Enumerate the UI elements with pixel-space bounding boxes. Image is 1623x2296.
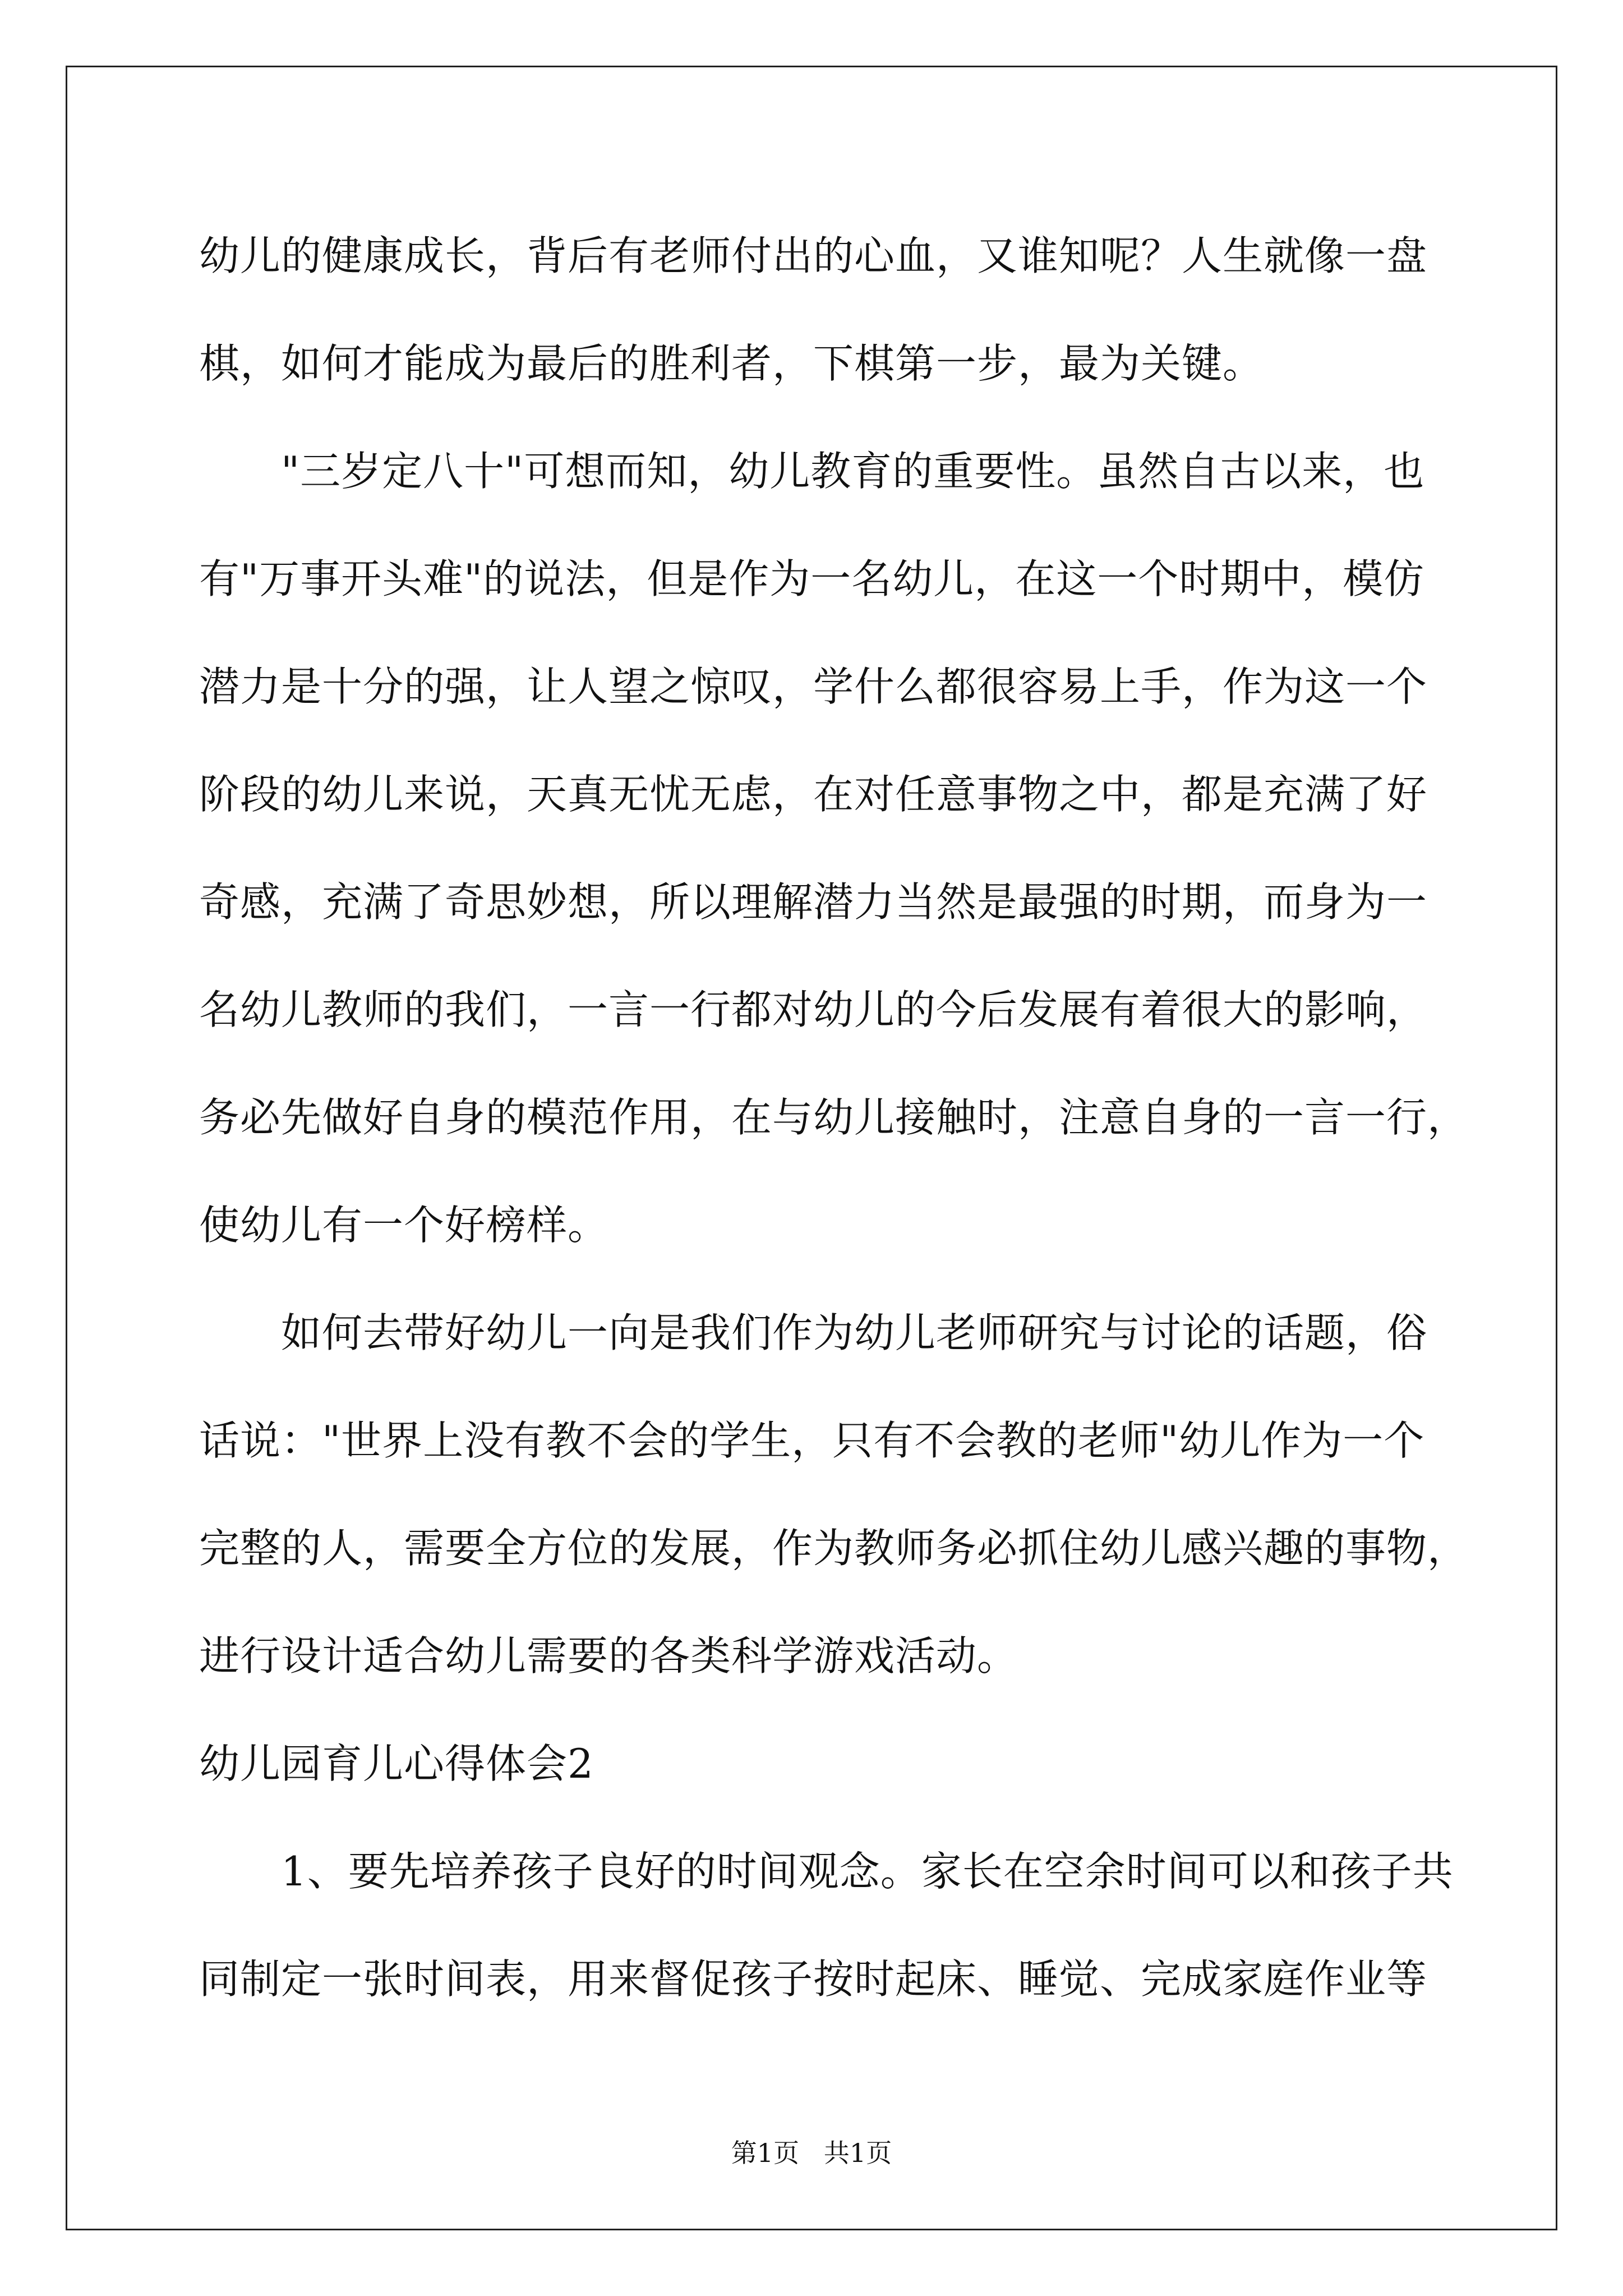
text-line: 话说："世界上没有教不会的学生，只有不会教的老师"幼儿作为一个 [199,1417,1425,1464]
paragraph-start-line: 1、要先培养孩子良好的时间观念。家长在空余时间可以和孩子共 [281,1848,1454,1895]
text-line: 进行设计适合幼儿需要的各类科学游戏活动。 [199,1632,1018,1680]
text-line: 奇感，充满了奇思妙想，所以理解潜力当然是最强的时期，而身为一 [199,878,1428,926]
document-body [199,202,1469,2033]
text-line: 棋，如何才能成为最后的胜利者，下棋第一步，最为关键。 [199,340,1264,387]
text-line: 完整的人，需要全方位的发展，作为教师务必抓住幼儿感兴趣的事物， [199,1525,1469,1572]
text-line: 同制定一张时间表，用来督促孩子按时起床、睡觉、完成家庭作业等 [199,1955,1428,2003]
text-line: 阶段的幼儿来说，天真无忧无虑，在对任意事物之中，都是充满了好 [199,771,1428,818]
text-line: 有"万事开头难"的说法，但是作为一名幼儿，在这一个时期中，模仿 [199,555,1425,602]
text-line: 名幼儿教师的我们，一言一行都对幼儿的今后发展有着很大的影响， [199,986,1428,1033]
paragraph-start-line: 如何去带好幼儿一向是我们作为幼儿老师研究与讨论的话题，俗 [281,1309,1428,1356]
text-line: 务必先做好自身的模范作用，在与幼儿接触时，注意自身的一言一行， [199,1094,1469,1141]
text-line: 潜力是十分的强，让人望之惊叹，学什么都很容易上手，作为这一个 [199,663,1428,710]
text-line: 幼儿的健康成长，背后有老师付出的心血，又谁知呢？人生就像一盘 [199,232,1428,279]
text-line: 使幼儿有一个好榜样。 [199,1202,609,1249]
page-footer: 第1页 共1页 [731,2138,892,2168]
section-heading: 幼儿园育儿心得体会2 [199,1740,594,1787]
paragraph-start-line: "三岁定八十"可想而知，幼儿教育的重要性。虽然自古以来，也 [281,448,1425,495]
